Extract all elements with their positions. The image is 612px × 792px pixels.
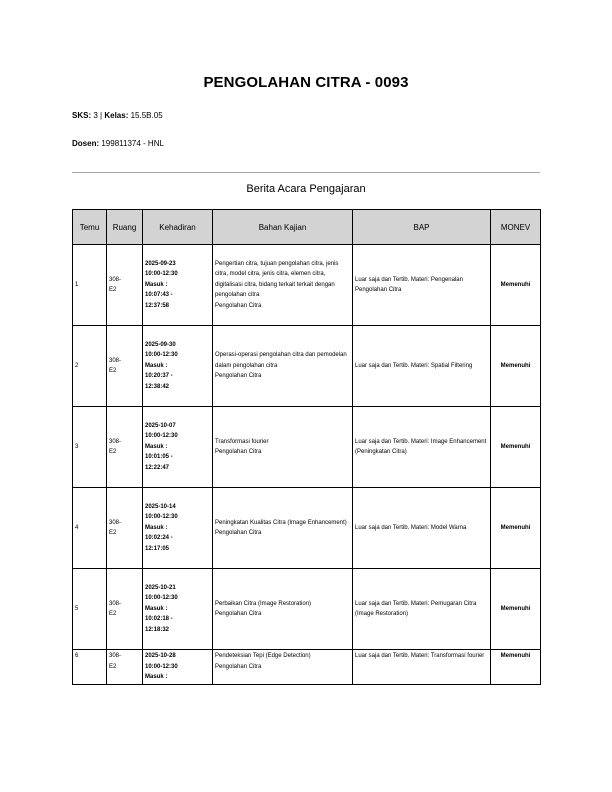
cell-ruang-text: 308- E2	[109, 653, 122, 670]
table-row	[73, 650, 541, 685]
cell-bahan-kajian-text: Pengertian citra, tujuan pengolahan citra, jenis citra, model citra, jenis citra, elemen citra, digitalisasi citra, bidang terkait terkait dengan pengolahan citra Pengolahan Citra	[215, 260, 339, 309]
cell-ruang	[107, 488, 143, 569]
divider	[72, 172, 540, 173]
header-monev: MONEV	[491, 210, 541, 245]
kelas-label: Kelas:	[104, 111, 129, 120]
cell-kehadiran-text: 2025-10-21 10:00-12:30 Masuk : 10:02:18 - 12:18:32	[145, 584, 178, 633]
cell-ruang-text: 308- E2	[109, 276, 122, 293]
cell-bahan-kajian	[213, 488, 353, 569]
lecturer-meta	[72, 139, 164, 148]
header-bap: BAP	[353, 210, 491, 245]
cell-kehadiran-text: 2025-10-14 10:00-12:30 Masuk : 10:02:24 - 12:17:05	[145, 503, 178, 552]
course-meta	[72, 111, 163, 120]
cell-temu	[73, 245, 107, 326]
cell-temu	[73, 650, 107, 685]
header-temu: Temu	[73, 210, 107, 245]
cell-temu	[73, 569, 107, 650]
cell-ruang	[107, 569, 143, 650]
cell-temu-text: 1	[75, 281, 79, 288]
cell-ruang-text: 308- E2	[109, 357, 122, 374]
cell-monev	[491, 407, 541, 488]
cell-ruang	[107, 650, 143, 685]
header-bahan-kajian: Bahan Kajian	[213, 210, 353, 245]
cell-ruang	[107, 326, 143, 407]
cell-bahan-kajian	[213, 407, 353, 488]
dosen-value: 199811374 - HNL	[101, 139, 164, 148]
section-title: Berita Acara Pengajaran	[246, 183, 366, 195]
cell-monev	[491, 245, 541, 326]
cell-monev-text: Memenuhi	[500, 653, 531, 659]
cell-monev-text: Memenuhi	[500, 281, 531, 288]
cell-temu	[73, 407, 107, 488]
cell-kehadiran	[143, 488, 213, 569]
cell-monev	[491, 326, 541, 407]
cell-bahan-kajian-text: Peningkatan Kualitas Citra (Image Enhancement) Pengolahan Citra	[215, 519, 347, 536]
cell-bap	[353, 569, 491, 650]
cell-monev-text: Memenuhi	[500, 605, 531, 612]
table-row	[73, 407, 541, 488]
document-title: PENGOLAHAN CITRA - 0093	[203, 74, 409, 91]
bap-table	[72, 209, 541, 685]
cell-ruang	[107, 245, 143, 326]
cell-kehadiran	[143, 245, 213, 326]
cell-bap-text: Luar saja dan Tertib. Materi: Spatial Filtering	[355, 362, 473, 369]
cell-monev	[491, 569, 541, 650]
cell-bap	[353, 326, 491, 407]
cell-bap	[353, 650, 491, 685]
table-header-row	[73, 210, 541, 245]
sks-label: SKS:	[72, 111, 92, 120]
cell-bap-text: Luar saja dan Tertib. Materi: Pemugaran Citra (Image Restoration)	[355, 600, 477, 617]
cell-bap-text: Luar saja dan Tertib. Materi: Image Enhancement (Peningkatan Citra)	[355, 438, 487, 455]
cell-temu-text: 4	[75, 524, 79, 531]
table-body	[73, 245, 541, 685]
cell-ruang	[107, 407, 143, 488]
cell-kehadiran-text: 2025-09-30 10:00-12:30 Masuk : 10:20:37 - 12:38:42	[145, 341, 178, 390]
cell-monev-text: Memenuhi	[500, 524, 531, 531]
cell-bap	[353, 488, 491, 569]
table-row	[73, 569, 541, 650]
cell-bap	[353, 245, 491, 326]
cell-temu-text: 3	[75, 443, 79, 450]
cell-monev-text: Memenuhi	[500, 362, 531, 369]
cell-bahan-kajian	[213, 245, 353, 326]
table-row	[73, 326, 541, 407]
cell-kehadiran	[143, 569, 213, 650]
cell-monev-text: Memenuhi	[500, 443, 531, 450]
cell-kehadiran-text: 2025-10-28 10:00-12:30 Masuk :	[145, 653, 178, 680]
cell-kehadiran	[143, 407, 213, 488]
cell-temu	[73, 326, 107, 407]
cell-temu-text: 5	[75, 605, 79, 612]
cell-bahan-kajian	[213, 650, 353, 685]
cell-bahan-kajian	[213, 326, 353, 407]
cell-bahan-kajian-text: Transformasi fourier Pengolahan Citra	[215, 438, 269, 455]
cell-bap-text: Luar saja dan Tertib. Materi: Model Warna	[355, 524, 467, 531]
cell-bahan-kajian-text: Operasi-operasi pengolahan citra dan pemodelan dalam pengolahan citra Pengolahan Citra	[215, 352, 347, 380]
cell-kehadiran	[143, 650, 213, 685]
cell-bap-text: Luar saja dan Tertib. Materi: Transformasi fourier	[355, 653, 485, 659]
cell-bahan-kajian-text: Pendeteksian Tepi (Edge Detection) Pengolahan Citra	[215, 653, 311, 670]
cell-temu-text: 6	[75, 653, 79, 659]
header-ruang: Ruang	[107, 210, 143, 245]
meta-separator: |	[100, 111, 103, 120]
cell-bahan-kajian-text: Perbaikan Citra (Image Restoration) Pengolahan Citra	[215, 600, 312, 617]
cell-bahan-kajian	[213, 569, 353, 650]
header-kehadiran: Kehadiran	[143, 210, 213, 245]
cell-temu-text: 2	[75, 362, 79, 369]
cell-bap-text: Luar saja dan Tertib. Materi: Pengenalan Pengolahan Citra	[355, 276, 463, 293]
cell-ruang-text: 308- E2	[109, 600, 122, 617]
cell-kehadiran	[143, 326, 213, 407]
sks-value: 3	[93, 111, 98, 120]
cell-temu	[73, 488, 107, 569]
cell-monev	[491, 488, 541, 569]
kelas-value: 15.5B.05	[130, 111, 163, 120]
cell-ruang-text: 308- E2	[109, 438, 122, 455]
cell-kehadiran-text: 2025-09-23 10:00-12:30 Masuk : 10:07:43 - 12:37:58	[145, 260, 178, 309]
cell-monev	[491, 650, 541, 685]
cell-bap	[353, 407, 491, 488]
cell-ruang-text: 308- E2	[109, 519, 122, 536]
table-row	[73, 488, 541, 569]
cell-kehadiran-text: 2025-10-07 10:00-12:30 Masuk : 10:01:05 - 12:22:47	[145, 422, 178, 471]
table-row	[73, 245, 541, 326]
dosen-label: Dosen:	[72, 139, 100, 148]
